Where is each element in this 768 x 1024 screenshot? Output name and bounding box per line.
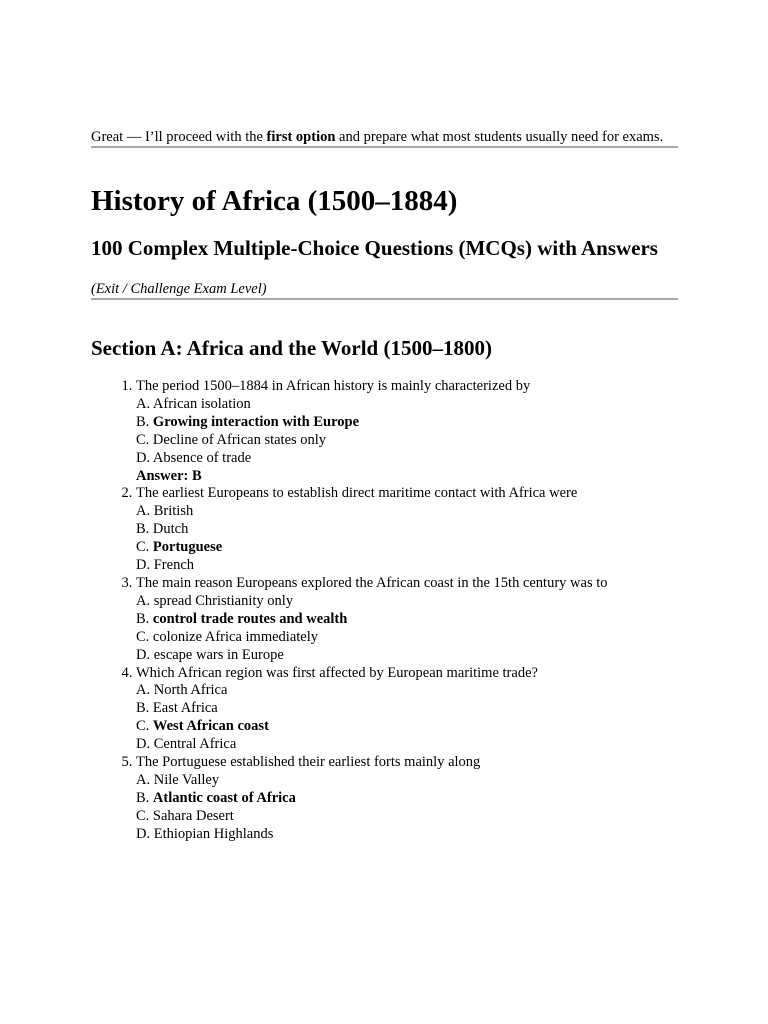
option-c: C. West African coast xyxy=(136,718,269,735)
divider-middle xyxy=(91,298,678,300)
question-text: The main reason Europeans explored the African coast in the 15th century was to xyxy=(136,574,608,591)
option-c: C. colonize Africa immediately xyxy=(136,628,318,645)
intro-bold-text: first option xyxy=(266,129,336,145)
question-text: The period 1500–1884 in African history is mainly characterized by xyxy=(136,378,531,394)
question-text: The earliest Europeans to establish direct maritime contact with Africa were xyxy=(136,485,578,502)
divider-top xyxy=(91,146,678,148)
option-d: D. escape wars in Europe xyxy=(136,646,284,663)
option-a: A. spread Christianity only xyxy=(136,592,294,609)
option-a: A. Nile Valley xyxy=(136,771,220,788)
option-c: C. Decline of African states only xyxy=(136,431,327,448)
question-item xyxy=(136,575,678,665)
document-title: History of Africa (1500–1884) xyxy=(91,185,458,217)
option-d: D. Ethiopian Highlands xyxy=(136,825,274,842)
option-a: A. North Africa xyxy=(136,682,228,699)
section-a-heading: Section A: Africa and the World (1500–1800) xyxy=(91,336,492,360)
option-a: A. British xyxy=(136,503,194,520)
option-b: B. Growing interaction with Europe xyxy=(136,413,360,430)
question-item xyxy=(136,485,678,575)
document-subtitle: 100 Complex Multiple-Choice Questions (MCQs) with Answers xyxy=(91,236,658,260)
question-item xyxy=(136,665,678,755)
option-c: C. Sahara Desert xyxy=(136,807,234,824)
question-text: The Portuguese established their earliest forts mainly along xyxy=(136,754,481,771)
question-text: Which African region was first affected by European maritime trade? xyxy=(136,664,538,681)
document-page xyxy=(91,128,678,844)
exam-level: (Exit / Challenge Exam Level) xyxy=(91,281,267,297)
question-item xyxy=(136,378,678,485)
question-list xyxy=(91,378,678,844)
option-d: D. Central Africa xyxy=(136,736,237,753)
question-item xyxy=(136,754,678,844)
option-b: B. Atlantic coast of Africa xyxy=(136,789,296,806)
option-c: C. Portuguese xyxy=(136,539,223,556)
intro-text-after: and prepare what most students usually need for exams. xyxy=(335,129,664,145)
option-b: B. control trade routes and wealth xyxy=(136,610,348,627)
option-d: D. Absence of trade xyxy=(136,449,252,466)
option-a: A. African isolation xyxy=(136,395,251,412)
option-b: B. East Africa xyxy=(136,700,218,717)
option-d: D. French xyxy=(136,557,194,574)
intro-text-before: Great — I’ll proceed with the xyxy=(91,129,267,145)
answer-line: Answer: B xyxy=(136,467,202,484)
intro-paragraph xyxy=(91,128,678,146)
option-b: B. Dutch xyxy=(136,521,189,538)
